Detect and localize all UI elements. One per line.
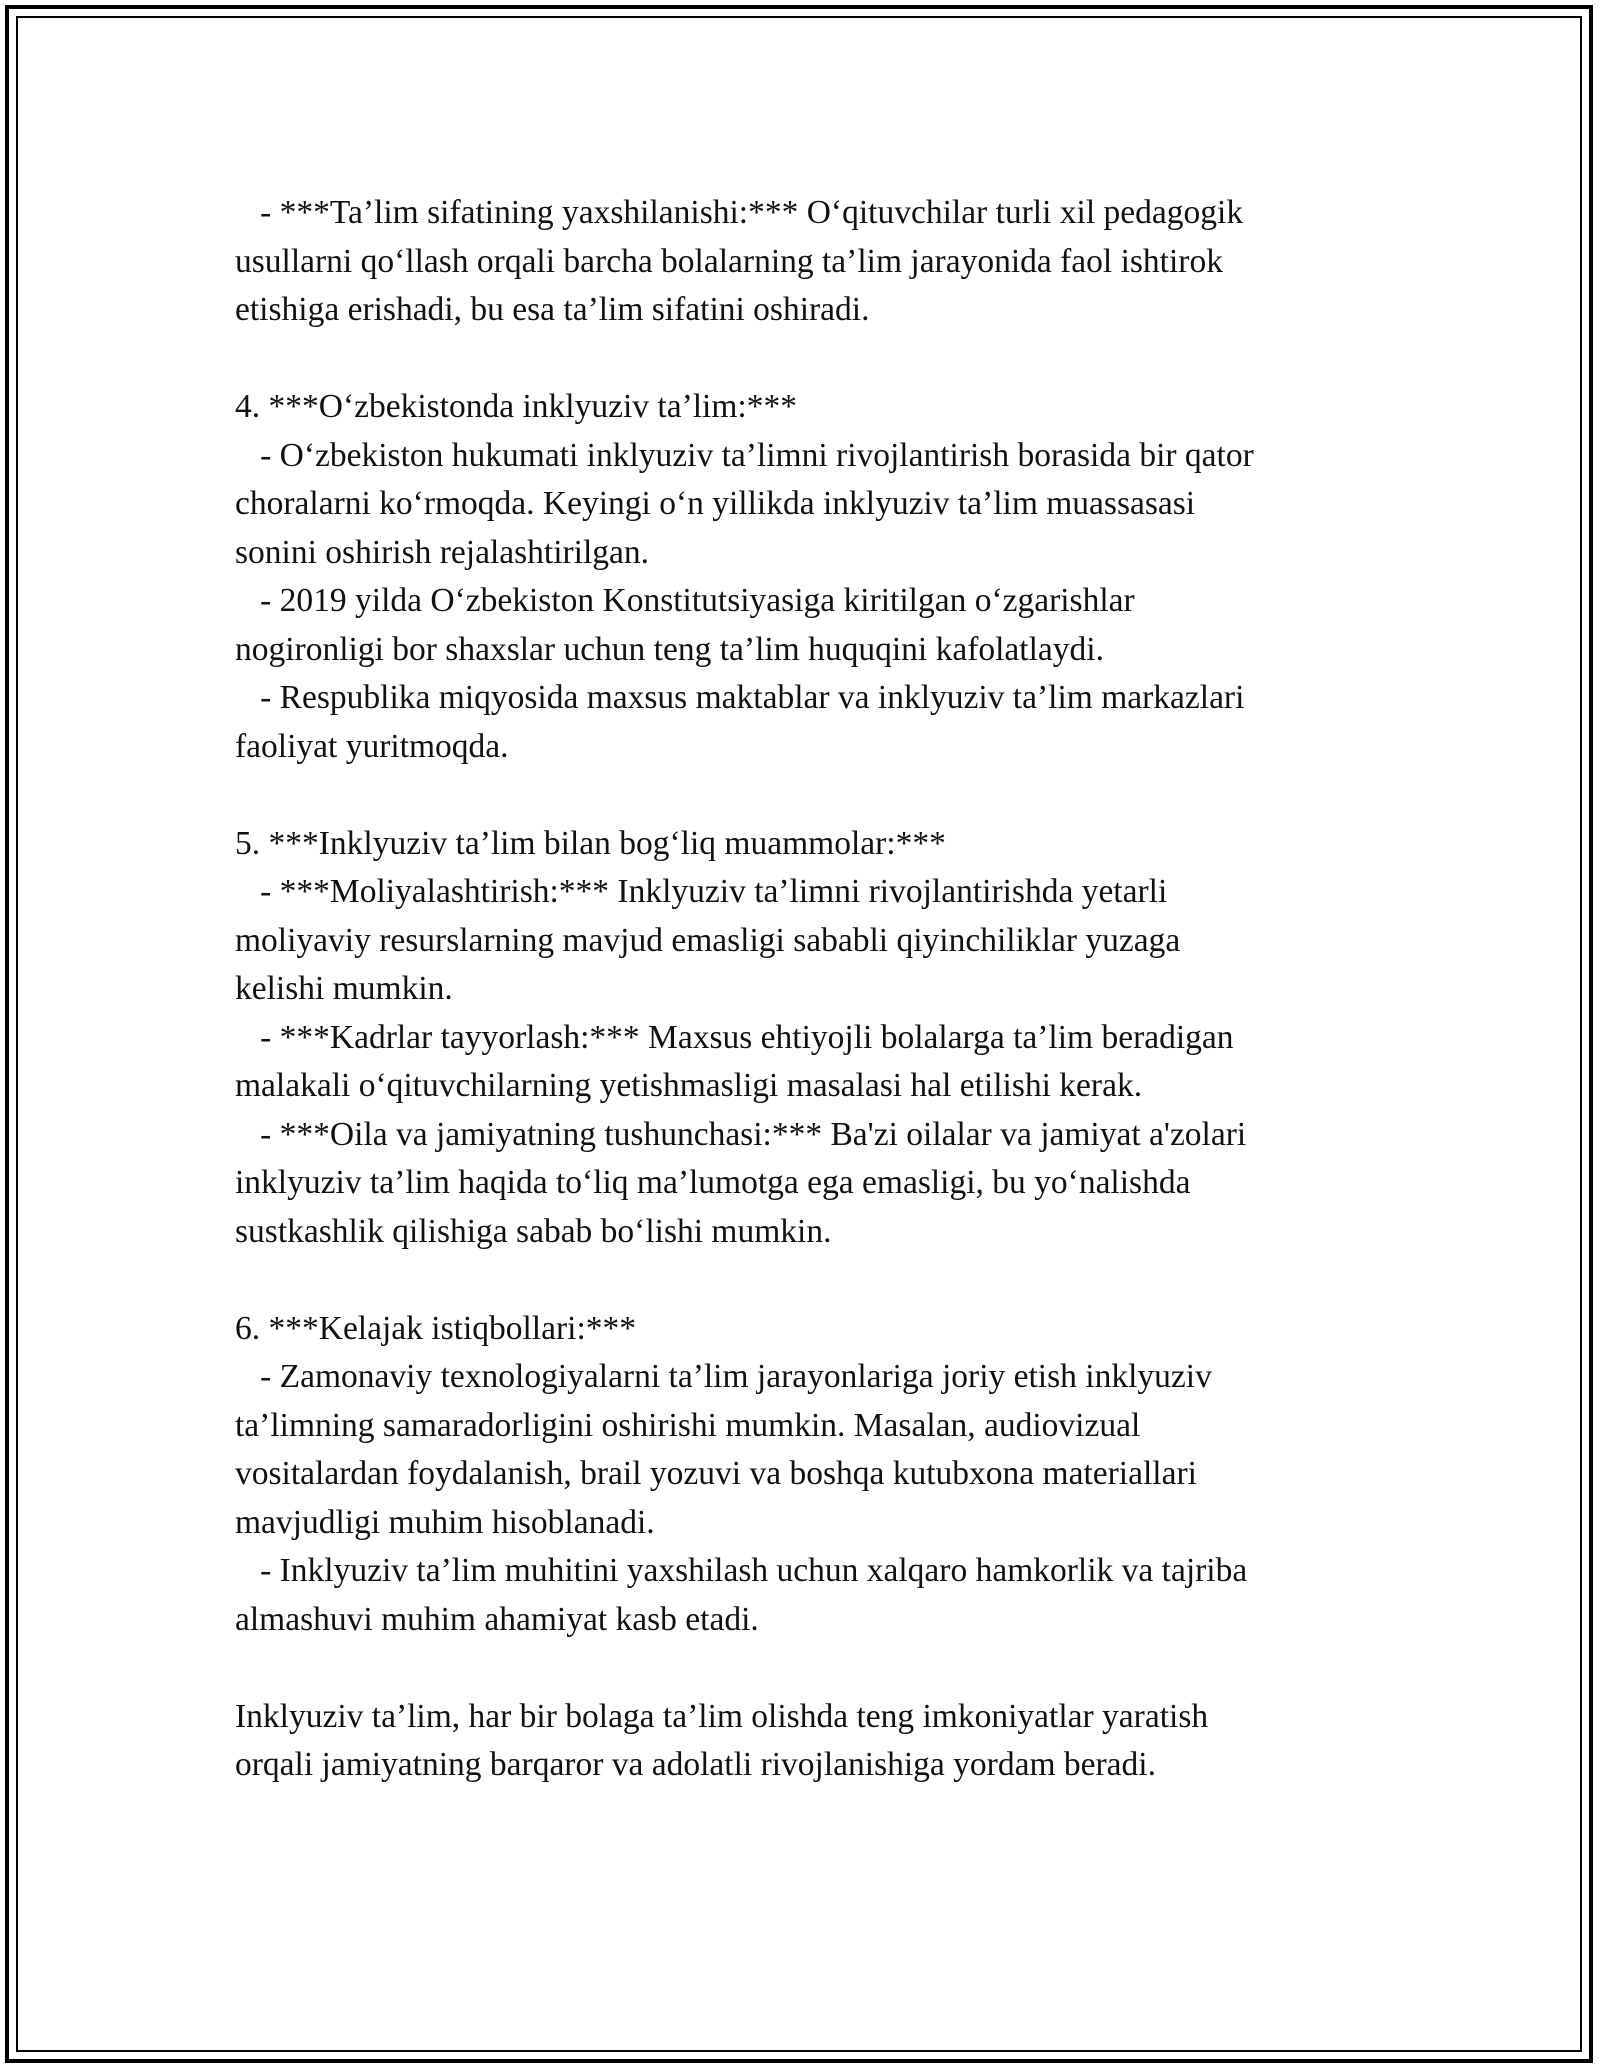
conclusion-line: Inklyuziv ta’lim, har bir bolaga ta’lim olishda teng imkoniyatlar yaratish (235, 1697, 1209, 1735)
text-line: inklyuziv ta’lim haqida to‘liq ma’lumotga ega emasligi, bu yo‘nalishda (235, 1164, 1191, 1201)
text-line: - Inklyuziv ta’lim muhitini yaxshilash uchun xalqaro hamkorlik va tajriba (235, 1552, 1248, 1589)
conclusion-line: orqali jamiyatning barqaror va adolatli rivojlanishiga yordam beradi. (235, 1746, 1156, 1783)
section-heading: 4. ***O‘zbekistonda inklyuziv ta’lim:*** (235, 388, 797, 425)
text-line: sonini oshirish rejalashtirilgan. (235, 533, 650, 571)
text-line: kelishi mumkin. (235, 970, 453, 1007)
text-line: - 2019 yilda O‘zbekiston Konstitutsiyasiga kiritilgan o‘zgarishlar (235, 582, 1135, 619)
blank-line (235, 1644, 1375, 1693)
blank-line (235, 335, 1375, 384)
blank-line (235, 1256, 1375, 1305)
text-line: - ***Kadrlar tayyorlash:*** Maxsus ehtiyojli bolalarga ta’lim beradigan (235, 1018, 1234, 1056)
text-line: ta’limning samaradorligini oshirishi mumkin. Masalan, audiovizual (235, 1406, 1141, 1444)
text-line: - ***Moliyalashtirish:*** Inklyuziv ta’limni rivojlantirishda yetarli (235, 873, 1168, 910)
text-line: faoliyat yuritmoqda. (235, 727, 509, 765)
text-line: - Zamonaviy texnologiyalarni ta’lim jarayonlariga joriy etish inklyuziv (235, 1358, 1212, 1395)
text-line: malakali o‘qituvchilarning yetishmasligi masalasi hal etilishi kerak. (235, 1067, 1143, 1104)
text-line: - ***Oila va jamiyatning tushunchasi:*** Ba'zi oilalar va jamiyat a'zolari (235, 1115, 1247, 1153)
text-line: - ***Ta’lim sifatining yaxshilanishi:*** O‘qituvchilar turli xil pedagogik (235, 194, 1244, 231)
section-heading: 6. ***Kelajak istiqbollari:*** (235, 1309, 637, 1347)
section-heading: 5. ***Inklyuziv ta’lim bilan bog‘liq muammolar:*** (235, 824, 946, 862)
text-line: usullarni qo‘llash orqali barcha bolalarning ta’lim jarayonida faol ishtirok (235, 242, 1223, 280)
blank-line (235, 771, 1375, 820)
text-line: - O‘zbekiston hukumati inklyuziv ta’limni rivojlantirish borasida bir qator (235, 436, 1254, 474)
text-line: almashuvi muhim ahamiyat kasb etadi. (235, 1600, 759, 1638)
text-line: choralarni ko‘rmoqda. Keyingi o‘n yillikda inklyuziv ta’lim muassasasi (235, 485, 1196, 522)
text-line: mavjudligi muhim hisoblanadi. (235, 1503, 655, 1541)
text-line: sustkashlik qilishiga sabab bo‘lishi mumkin. (235, 1212, 832, 1250)
text-line: nogironligi bor shaxslar uchun teng ta’lim huquqini kafolatlaydi. (235, 630, 1104, 668)
text-line: vositalardan foydalanish, brail yozuvi va boshqa kutubxona materiallari (235, 1455, 1197, 1492)
text-line: - Respublika miqyosida maxsus maktablar va inklyuziv ta’lim markazlari (235, 679, 1245, 716)
text-line: etishiga erishadi, bu esa ta’lim sifatini oshiradi. (235, 291, 870, 328)
text-line: moliyaviy resurslarning mavjud emasligi sababli qiyinchiliklar yuzaga (235, 921, 1181, 959)
document-body (235, 189, 1375, 1790)
